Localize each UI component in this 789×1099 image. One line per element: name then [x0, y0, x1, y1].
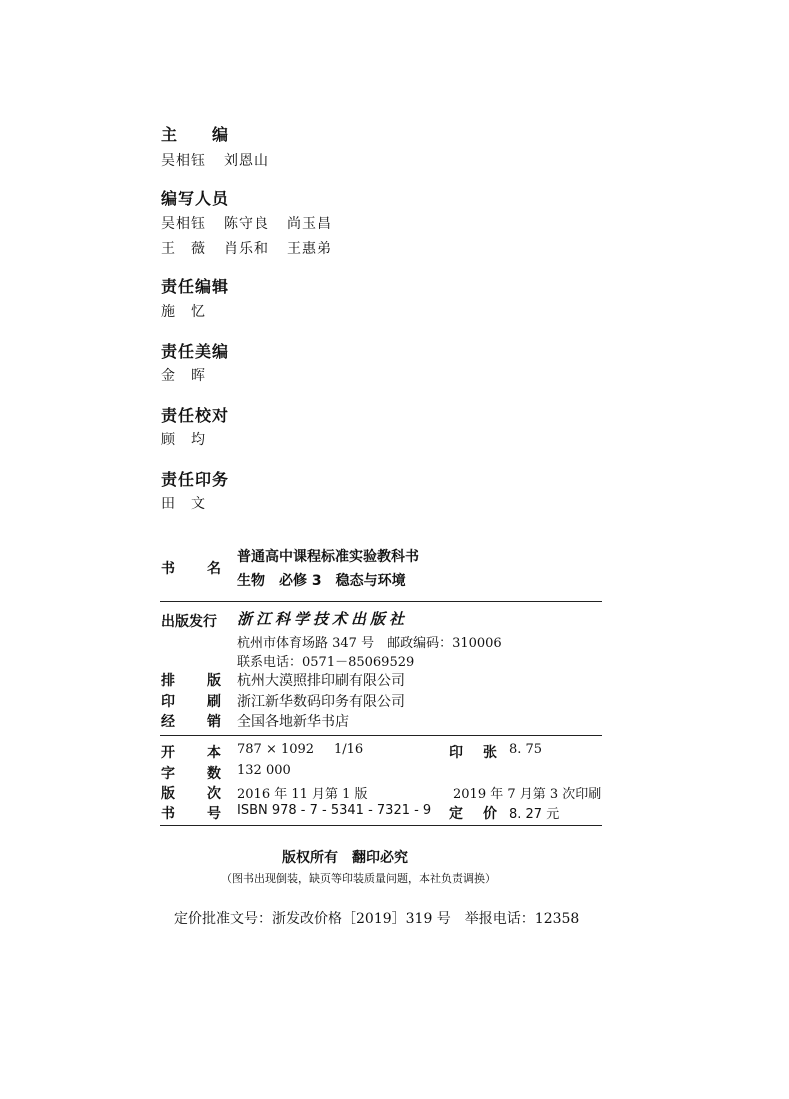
heading-chief-editor: 主 编 — [161, 125, 230, 144]
divider — [160, 735, 602, 736]
copyright-notice: 版权所有 翻印必究 — [282, 850, 408, 866]
person-name: 刘恩山 — [224, 153, 269, 169]
label-char: 价 — [483, 806, 497, 822]
person-name: 陈守良 — [224, 216, 269, 232]
book-title-line-2: 生物 必修 3 稳态与环境 — [237, 573, 406, 589]
publisher-address: 杭州市体育场路 347 号 邮政编码：310006 — [237, 636, 502, 651]
label-char: 排 — [161, 673, 175, 689]
label-char: 刷 — [207, 694, 221, 710]
format-label — [161, 742, 221, 762]
publisher-name: 浙江科学技术出版社 — [237, 610, 409, 628]
book-title-line-1: 普通高中课程标准实验教科书 — [237, 549, 419, 565]
format-fraction: 1/16 — [334, 742, 364, 757]
responsible-editor — [161, 301, 206, 321]
heading-proofreader: 责任校对 — [161, 406, 230, 425]
art-editor — [161, 365, 206, 385]
label-char: 本 — [207, 745, 221, 761]
label-char: 字 — [161, 766, 175, 782]
person-name: 尚玉昌 — [287, 216, 332, 232]
divider — [160, 601, 602, 602]
writers-line-1 — [161, 213, 332, 233]
price-approval-footer: 定价批准文号：浙发改价格［2019］319 号 举报电话：12358 — [174, 911, 580, 927]
publisher-phone: 联系电话：0571－85069529 — [237, 655, 415, 670]
person-name: 施 忆 — [161, 304, 206, 320]
heading-responsible-editor: 责任编辑 — [161, 277, 230, 296]
person-name: 吴相钰 — [161, 216, 206, 232]
person-name: 吴相钰 — [161, 153, 206, 169]
label-char: 数 — [207, 766, 221, 782]
label-char: 次 — [207, 786, 221, 802]
book-title-label — [161, 558, 221, 578]
person-name: 王惠弟 — [287, 241, 332, 257]
label-char: 张 — [483, 745, 497, 761]
printing-value: 浙江新华数码印务有限公司 — [237, 694, 405, 710]
price-label — [449, 803, 497, 823]
label-char: 书 — [161, 561, 175, 577]
chief-editors — [161, 150, 269, 170]
label-char: 印 — [161, 694, 175, 710]
person-name: 田 文 — [161, 496, 206, 512]
person-name: 肖乐和 — [224, 241, 269, 257]
heading-print-manager: 责任印务 — [161, 470, 230, 489]
sheets-value: 8. 75 — [509, 742, 543, 757]
edition-value: 2016 年 11 月第 1 版 — [237, 787, 368, 802]
edition-label — [161, 783, 221, 803]
label-char: 版 — [161, 786, 175, 802]
words-value: 132 000 — [237, 763, 291, 778]
person-name: 王 薇 — [161, 241, 206, 257]
isbn-value: ISBN 978 - 7 - 5341 - 7321 - 9 — [237, 803, 432, 818]
label-char: 版 — [207, 673, 221, 689]
price-value: 8. 27 元 — [509, 807, 560, 822]
writers-line-2 — [161, 238, 332, 258]
publisher-label: 出版发行 — [161, 614, 217, 630]
label-char: 印 — [449, 745, 463, 761]
distribution-value: 全国各地新华书店 — [237, 714, 349, 730]
label-char: 书 — [161, 806, 175, 822]
sheets-label — [449, 742, 497, 762]
typesetting-label — [161, 670, 221, 690]
distribution-label — [161, 711, 221, 731]
label-char: 定 — [449, 806, 463, 822]
format-value: 787 × 1092 — [237, 742, 315, 757]
heading-writers: 编写人员 — [161, 189, 230, 208]
typesetting-value: 杭州大漠照排印刷有限公司 — [237, 673, 405, 689]
label-char: 名 — [207, 561, 221, 577]
heading-art-editor: 责任美编 — [161, 342, 230, 361]
words-label — [161, 763, 221, 783]
copyright-note: （图书出现倒装，缺页等印装质量问题，本社负责调换） — [221, 872, 496, 885]
divider — [160, 825, 602, 826]
printing-label — [161, 691, 221, 711]
isbn-label — [161, 803, 221, 823]
label-char: 号 — [207, 806, 221, 822]
print-manager — [161, 493, 206, 513]
person-name: 金 晖 — [161, 368, 206, 384]
label-char: 经 — [161, 714, 175, 730]
label-char: 开 — [161, 745, 175, 761]
label-char: 销 — [207, 714, 221, 730]
person-name: 顾 均 — [161, 432, 206, 448]
proofreader — [161, 429, 206, 449]
print-run-value: 2019 年 7 月第 3 次印刷 — [453, 787, 602, 802]
